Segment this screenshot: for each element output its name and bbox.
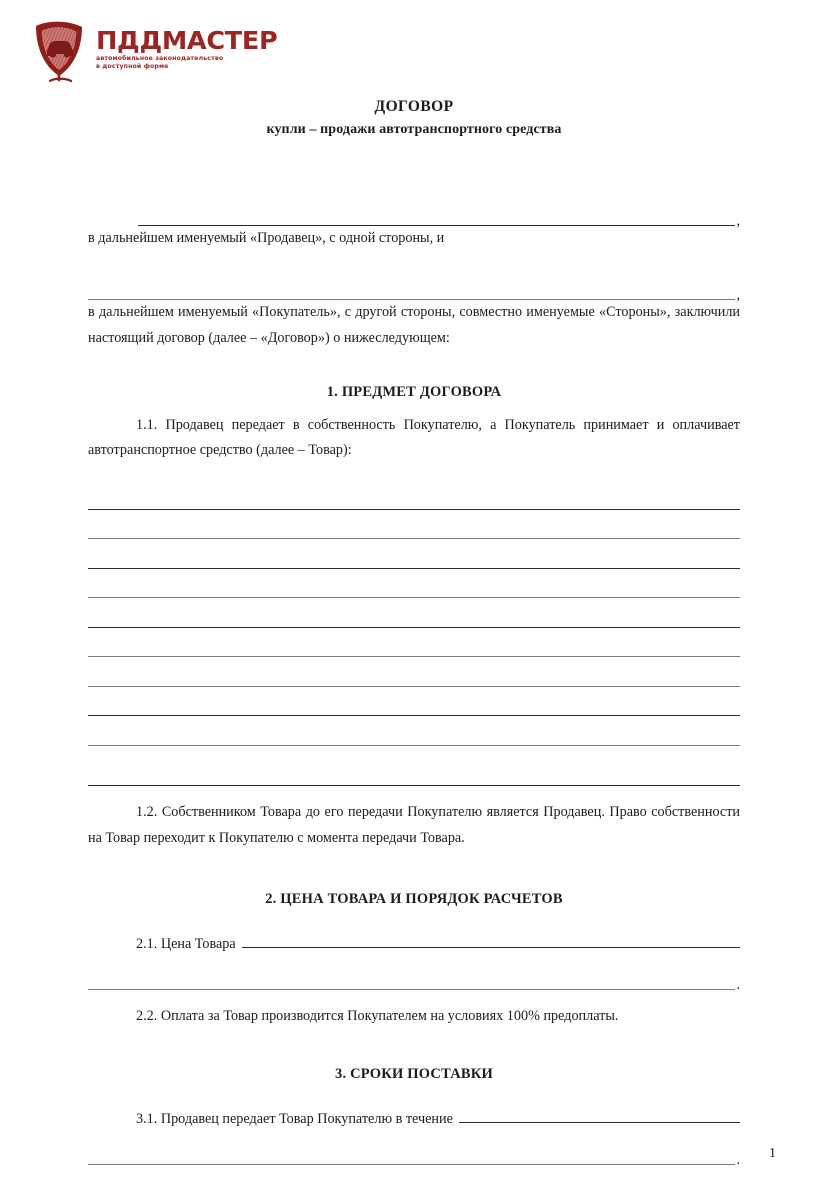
logo-tagline-line-1: автомобильное законодательство — [96, 55, 224, 62]
clause-2-1-row[interactable] — [88, 922, 740, 953]
goods-line-10[interactable] — [88, 762, 740, 786]
seller-name-input[interactable] — [138, 225, 735, 226]
document-subtitle: купли – продажи автотранспортного средства — [266, 122, 562, 137]
goods-description-blank-lines[interactable] — [88, 480, 740, 746]
clause-2-1-label: 2.1. Цена Товара — [136, 936, 236, 953]
document-title: ДОГОВОР — [374, 98, 454, 115]
section-1-heading: 1. ПРЕДМЕТ ДОГОВОРА — [326, 383, 502, 400]
page-number: 1 — [769, 1146, 776, 1161]
clause-3-1-continuation-row[interactable] — [88, 1139, 740, 1169]
section-2-heading: 2. ЦЕНА ТОВАРА И ПОРЯДОК РАСЧЕТОВ — [265, 891, 563, 908]
goods-line-9[interactable] — [88, 716, 740, 746]
clause-2-2-text: 2.2. Оплата за Товар производится Покупателем на условиях 100% предоплаты. — [136, 1008, 619, 1025]
buyer-line-tail: , — [736, 286, 740, 303]
delivery-term-continuation-input[interactable] — [88, 1164, 735, 1165]
logo-tagline-line-2: в доступной форме — [96, 63, 169, 71]
clause-3-1-row[interactable] — [88, 1097, 740, 1128]
seller-line-tail: , — [736, 212, 740, 229]
goods-line-8[interactable] — [88, 687, 740, 717]
buyer-name-field-row[interactable] — [88, 274, 740, 303]
goods-line-4[interactable] — [88, 569, 740, 599]
price-continuation-input[interactable] — [88, 989, 735, 990]
buyer-definition-text: в дальнейшем именуемый «Покупатель», с другой стороны, совместно именуемые «Стороны», заключили настоящий договор (далее – «Договор») о нижеследующем: — [88, 303, 740, 346]
document-body — [88, 0, 740, 1169]
seller-name-field-row[interactable] — [88, 196, 740, 229]
clause-1-2-text: 1.2. Собственником Товара до его передачи Покупателю является Продавец. Право собственности на Товар переходит к Покупателю с момента передачи Товара. — [88, 803, 740, 846]
clause-1-1-text: 1.1. Продавец передает в собственность Покупателю, а Покупатель принимает и оплачивает автотранспортное средство (далее – Товар): — [88, 416, 740, 459]
seller-definition-text: в дальнейшем именуемый «Продавец», с одной стороны, и — [88, 230, 445, 246]
goods-line-10-input[interactable] — [88, 785, 740, 786]
delivery-term-input[interactable] — [459, 1122, 740, 1123]
goods-line-2[interactable] — [88, 510, 740, 540]
goods-line-5[interactable] — [88, 598, 740, 628]
price-input[interactable] — [242, 947, 740, 948]
shield-with-car-icon — [26, 16, 94, 84]
logo-wordmark: ПДДМАСТЕР — [96, 26, 278, 55]
clause-2-1-continuation-row[interactable] — [88, 964, 740, 994]
buyer-name-input[interactable] — [88, 299, 735, 300]
goods-line-9-input[interactable] — [88, 745, 740, 746]
clause-2-1-tail: . — [736, 977, 740, 994]
clause-3-1-label: 3.1. Продавец передает Товар Покупателю в течение — [136, 1111, 453, 1128]
goods-line-1[interactable] — [88, 480, 740, 510]
goods-line-7[interactable] — [88, 657, 740, 687]
goods-line-3[interactable] — [88, 539, 740, 569]
goods-line-6[interactable] — [88, 628, 740, 658]
section-3-heading: 3. СРОКИ ПОСТАВКИ — [335, 1066, 493, 1083]
clause-3-1-tail: . — [736, 1152, 740, 1169]
